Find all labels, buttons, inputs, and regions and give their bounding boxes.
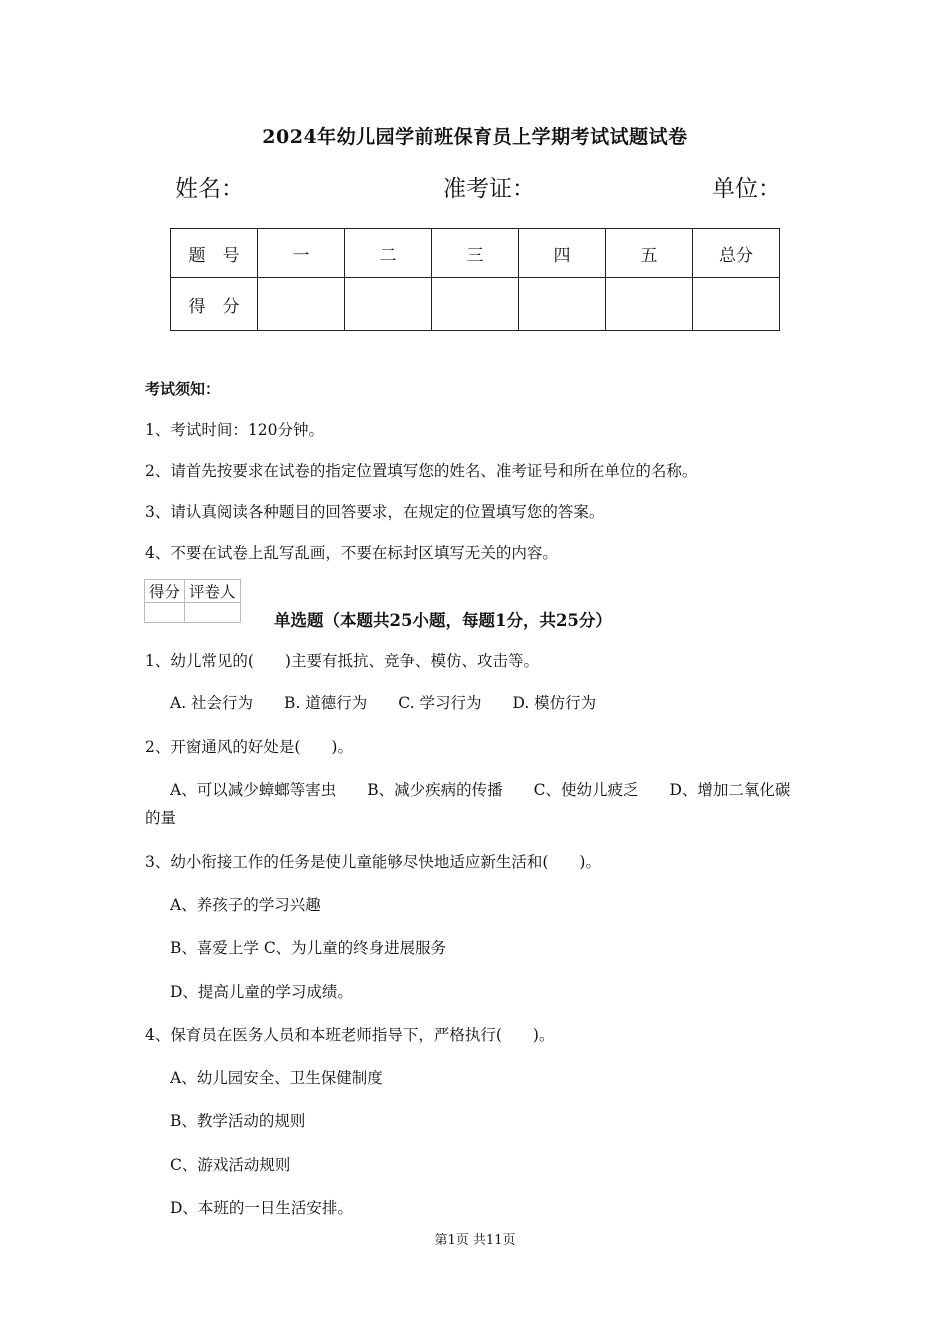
- question-3-option-a: A、养孩子的学习兴趣: [170, 896, 321, 914]
- score-table-header-row: [171, 229, 780, 278]
- question-4-option-d: D、本班的一日生活安排。: [170, 1199, 353, 1217]
- score-header-cell: 四: [519, 229, 606, 278]
- score-header-cell: 总分: [693, 229, 780, 278]
- score-header-cell: 题 号: [171, 229, 258, 278]
- grader-score-cell: [145, 603, 185, 623]
- notice-heading: 考试须知：: [145, 380, 221, 398]
- question-4-option-a: A、幼儿园安全、卫生保健制度: [170, 1069, 383, 1087]
- score-table: [170, 228, 780, 331]
- score-header-cell: 三: [432, 229, 519, 278]
- score-table-score-row: [171, 278, 780, 331]
- section-title: 单选题（本题共25小题，每题1分，共25分）: [274, 611, 612, 630]
- score-header-cell: 五: [606, 229, 693, 278]
- score-cell: [432, 278, 519, 331]
- question-4-stem: 4、保育员在医务人员和本班老师指导下，严格执行( )。: [145, 1026, 555, 1044]
- page-footer: 第1页 共11页: [434, 1233, 516, 1248]
- score-cell: [519, 278, 606, 331]
- notice-item: 4、不要在试卷上乱写乱画，不要在标封区填写无关的内容。: [145, 544, 558, 562]
- question-1-stem: 1、幼儿常见的( )主要有抵抗、竞争、模仿、攻击等。: [145, 652, 539, 670]
- grader-score-label: 得分: [145, 580, 185, 603]
- score-header-cell: 二: [345, 229, 432, 278]
- exam-id-label: 准考证：: [443, 176, 535, 202]
- question-2-options: A、可以减少蟑螂等害虫 B、减少疾病的传播 C、使幼儿疲乏 D、增加二氧化碳: [170, 781, 791, 799]
- grader-box: [144, 579, 241, 623]
- question-3-option-bc: B、喜爱上学 C、为儿童的终身进展服务: [170, 939, 447, 957]
- unit-label: 单位：: [712, 176, 781, 202]
- score-cell: [606, 278, 693, 331]
- grader-name-label: 评卷人: [185, 580, 241, 603]
- notice-item: 1、考试时间：120分钟。: [145, 421, 324, 439]
- question-2-options-wrap: 的量: [145, 809, 177, 827]
- question-2-stem: 2、开窗通风的好处是( )。: [145, 738, 353, 756]
- question-3-option-d: D、提高儿童的学习成绩。: [170, 983, 353, 1001]
- page-title: 2024年幼儿园学前班保育员上学期考试试题试卷: [262, 126, 688, 148]
- question-4-option-c: C、游戏活动规则: [170, 1156, 291, 1174]
- grader-name-cell: [185, 603, 241, 623]
- score-row-label: 得 分: [171, 278, 258, 331]
- question-4-option-b: B、教学活动的规则: [170, 1112, 306, 1130]
- score-header-cell: 一: [258, 229, 345, 278]
- score-cell: [258, 278, 345, 331]
- question-1-options: A. 社会行为 B. 道德行为 C. 学习行为 D. 模仿行为: [170, 694, 597, 712]
- score-cell: [693, 278, 780, 331]
- name-label: 姓名：: [175, 176, 244, 202]
- notice-item: 3、请认真阅读各种题目的回答要求，在规定的位置填写您的答案。: [145, 503, 605, 521]
- score-cell: [345, 278, 432, 331]
- question-3-stem: 3、幼小衔接工作的任务是使儿童能够尽快地适应新生活和( )。: [145, 853, 601, 871]
- notice-item: 2、请首先按要求在试卷的指定位置填写您的姓名、准考证号和所在单位的名称。: [145, 462, 698, 480]
